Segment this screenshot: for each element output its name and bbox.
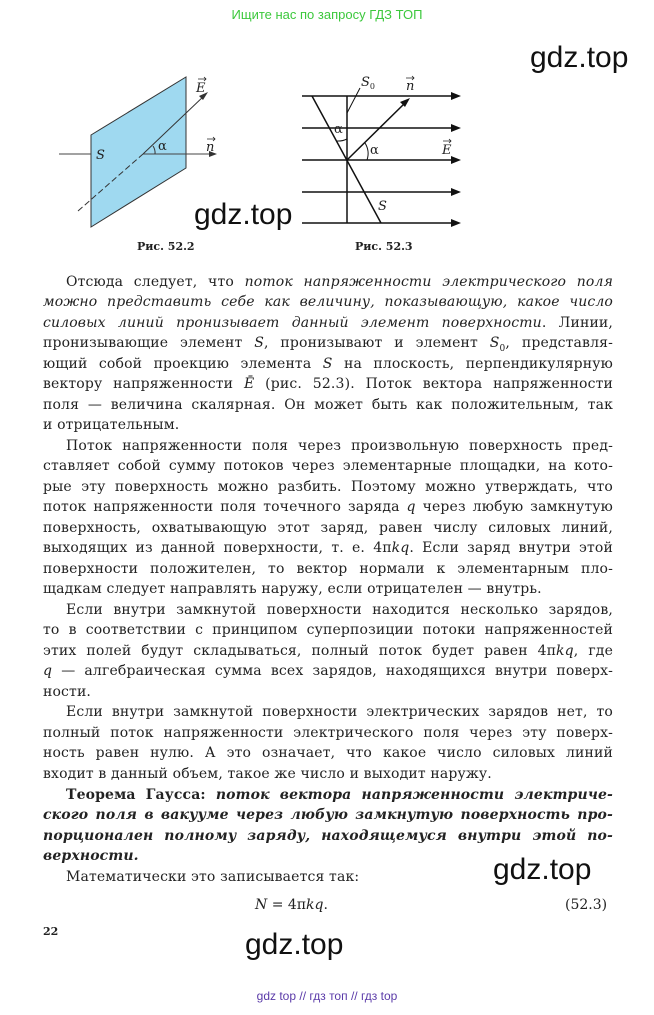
theorem-line: порционален полному заряду, находящемуся внутри этой по- — [43, 828, 613, 844]
text-line: щадкам следует направлять наружу, если отрицателен — внутрь. — [43, 581, 542, 597]
text-line: рые эту поверхность можно разбить. Поэтому можно утверждать, что — [43, 479, 613, 495]
label-e: E — [196, 81, 206, 96]
footer-separator: // — [350, 989, 358, 1003]
label-s: S — [378, 199, 387, 214]
text-line: входит в данный объем, такое же число и выходит наружу. — [43, 766, 492, 782]
footer-link[interactable]: гдз top — [360, 989, 398, 1003]
watermark: gdz.top — [245, 928, 344, 961]
footer-link[interactable]: gdz top — [256, 989, 297, 1003]
label-alpha: α — [158, 139, 167, 154]
footer-link[interactable]: гдз топ — [309, 989, 348, 1003]
text-line: поля — величина скалярная. Он может быть как положительным, так — [43, 397, 613, 413]
caption-52-2: Рис. 52.2 — [137, 240, 195, 253]
label-n: n — [406, 79, 415, 94]
label-alpha-2: α — [370, 143, 379, 158]
caption-52-3: Рис. 52.3 — [355, 240, 413, 253]
header-ad-text[interactable]: Ищите нас по запросу ГДЗ ТОП — [231, 7, 423, 22]
figure-52-3 — [302, 75, 461, 227]
label-s: S — [96, 148, 105, 163]
watermark: gdz.top — [194, 198, 293, 231]
text-line: выходящих из данной поверхности, т. е. 4πkq. Если заряд внутри этой — [43, 540, 613, 556]
text-line: Математически это записывается так: — [66, 869, 360, 885]
label-e: E — [442, 143, 452, 158]
text-line: ставляет собой сумму потоков через элементарные площадки, на кото- — [43, 458, 613, 474]
theorem-line: Теорема Гаусса: поток вектора напряженности электриче- — [66, 787, 613, 803]
label-s0: $S_0$ — [361, 75, 375, 91]
text-line: поверхности положителен, то вектор нормали к элементарным пло- — [43, 561, 613, 577]
watermark: gdz.top — [493, 853, 592, 886]
text-line: силовых линий пронизывает данный элемент поверхности. Линии, — [43, 315, 614, 331]
theorem-line: ского поля в вакууме через любую замкнутую поверхность про- — [43, 807, 613, 823]
text-line: ющий собой проекцию элемента S на плоскость, перпендикулярную — [43, 356, 614, 372]
formula: N = 4πkq. — [255, 897, 328, 913]
text-line: ности. — [43, 684, 92, 700]
text-line: Поток напряженности поля через произвольную поверхность пред- — [66, 438, 613, 454]
text-line: ность равен нулю. А это означает, что какое число силовых линий — [43, 745, 613, 761]
text-line: Отсюда следует, что поток напряженности электрического поля — [66, 274, 613, 290]
text-line: q — алгебраическая сумма всех зарядов, находящихся внутри поверх- — [43, 663, 613, 679]
text-line: вектору напряженности Ē (рис. 52.3). Поток вектора напряженности — [43, 376, 613, 392]
page-number: 22 — [43, 925, 59, 938]
text-line: Если внутри замкнутой поверхности электрических зарядов нет, то — [66, 704, 613, 720]
watermark: gdz.top — [530, 41, 629, 74]
figures — [0, 0, 654, 260]
text-line: и отрицательным. — [43, 417, 180, 433]
label-alpha-1: α — [334, 122, 343, 137]
text-line: этих полей будут складываться, полный поток будет равен 4πkq, где — [43, 643, 614, 659]
label-n: n — [206, 140, 215, 155]
text-line: полный поток напряженности электрического поля через эту поверх- — [43, 725, 613, 741]
text-line: можно представить себе как величину, показывающую, какое число — [43, 294, 613, 310]
surface-s — [91, 77, 186, 227]
footer-links — [0, 989, 654, 1003]
text-line: поток напряженности поля точечного заряда q через любую замкнутую — [43, 499, 614, 515]
text-line: пронизывающие элемент S, пронизывают и элемент $S_0$, представля- — [43, 335, 613, 354]
footer-separator: // — [299, 989, 307, 1003]
text-line: то в соответствии с принципом суперпозиции потоки напряженностей — [43, 622, 613, 638]
formula-number: (52.3) — [565, 897, 608, 913]
text-line: Если внутри замкнутой поверхности находится несколько зарядов, — [66, 602, 613, 618]
text-line: поверхность, охватывающую этот заряд, равен числу силовых линий, — [43, 520, 613, 536]
theorem-line: верхности. — [43, 848, 139, 864]
